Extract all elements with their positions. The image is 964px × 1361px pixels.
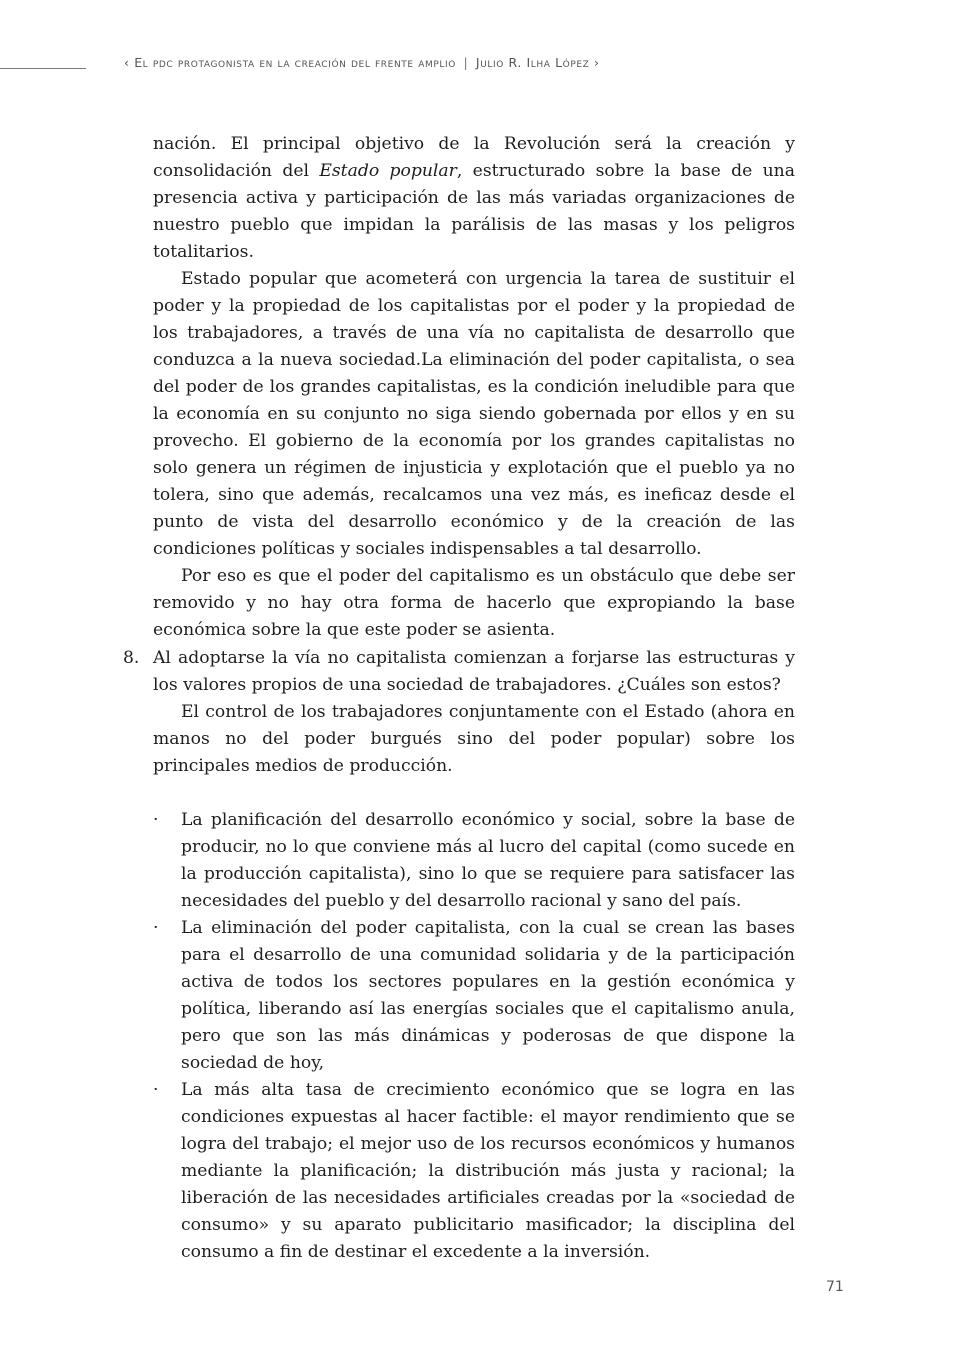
numbered-item-8: [123, 645, 795, 699]
running-head: [124, 55, 600, 70]
page-number: 71: [826, 1279, 844, 1295]
bullet-marker: ·: [153, 1080, 159, 1100]
running-head-separator: |: [463, 55, 469, 70]
numbered-item-follow: El control de los trabajadores conjuntamente con el Estado (ahora en manos no del poder burgués sino del poder popular) sobre los principales medios de producción.: [153, 702, 795, 776]
list-item-text: La eliminación del poder capitalista, con la cual se crean las bases para el desarrollo de una comunidad solidaria y de la participación activa de todos los sectores populares en la gestión económica y política, liberando así las energías sociales que el capitalismo anula, pero que son las más dinámicas y poderosas de que dispone la sociedad de hoy,: [181, 918, 795, 1073]
paragraph-1: [153, 131, 795, 266]
list-item-text: La planificación del desarrollo económico y social, sobre la base de producir, no lo que conviene más al lucro del capital (como sucede en la producción capitalista), sino lo que se requiere para satisfacer las necesidades del pueblo y del desarrollo racional y sano del país.: [181, 810, 795, 911]
header-rule: [0, 68, 86, 69]
list-item: [153, 915, 795, 1077]
paragraph-1-emphasis: Estado popular: [319, 161, 457, 181]
list-item: [153, 1077, 795, 1266]
list-item-text: La más alta tasa de crecimiento económico que se logra en las condiciones expuestas al hacer factible: el mayor rendimiento que se logra del trabajo; el mejor uso de los recursos económicos y humanos mediante la planificación; la distribución más justa y racional; la liberación de las necesidades artificiales creadas por la «sociedad de consumo» y su aparato publicitario masificador; la disciplina del consumo a fin de destinar el excedente a la inversión.: [181, 1080, 795, 1262]
running-head-left-mark: ‹: [124, 55, 130, 70]
paragraph-2: Estado popular que acometerá con urgencia la tarea de sustituir el poder y la propiedad de los capitalistas por el poder y la propiedad de los trabajadores, a través de una vía no capitalista de desarrollo que conduzca a la nueva sociedad.La eliminación del poder capitalista, o sea del poder de los grandes capitalistas, es la condición ineludible para que la economía en su conjunto no siga siendo gobernada por ellos y en su provecho. El gobierno de la economía por los grandes capitalistas no solo genera un régimen de injusticia y explotación que el pueblo ya no tolera, sino que además, recalcamos una vez más, es ineficaz desde el punto de vista del desarrollo económico y de la creación de las condiciones políticas y sociales indispensables a tal desarrollo.: [153, 269, 795, 559]
running-head-book-title: El pdc protagonista en la creación del frente amplio: [134, 55, 456, 70]
list-item: [153, 807, 795, 915]
bullet-list: [153, 807, 795, 1266]
bullet-marker: ·: [153, 918, 159, 938]
numbered-item-text: Al adoptarse la vía no capitalista comienzan a forjarse las estructuras y los valores propios de una sociedad de trabajadores. ¿Cuáles son estos?: [153, 648, 795, 695]
paragraph-1-after: , estructurado sobre la base de una presencia activa y participación de las más variadas organizaciones de nuestro pueblo que impidan la parálisis de las masas y los peligros totalitarios.: [153, 161, 795, 262]
running-head-author: Julio R. Ilha López: [475, 55, 590, 70]
running-head-right-mark: ›: [594, 55, 600, 70]
bullet-marker: ·: [153, 810, 159, 830]
item-number: 8.: [123, 648, 140, 668]
numbered-section: [123, 645, 795, 780]
paragraph-3: Por eso es que el poder del capitalismo es un obstáculo que debe ser removido y no hay otra forma de hacerlo que expropiando la base económica sobre la que este poder se asienta.: [153, 566, 795, 640]
paragraph-1-before: nación. El principal objetivo de la Revolución será la creación y consolidación del: [153, 134, 795, 181]
body-text-top: [153, 131, 795, 644]
